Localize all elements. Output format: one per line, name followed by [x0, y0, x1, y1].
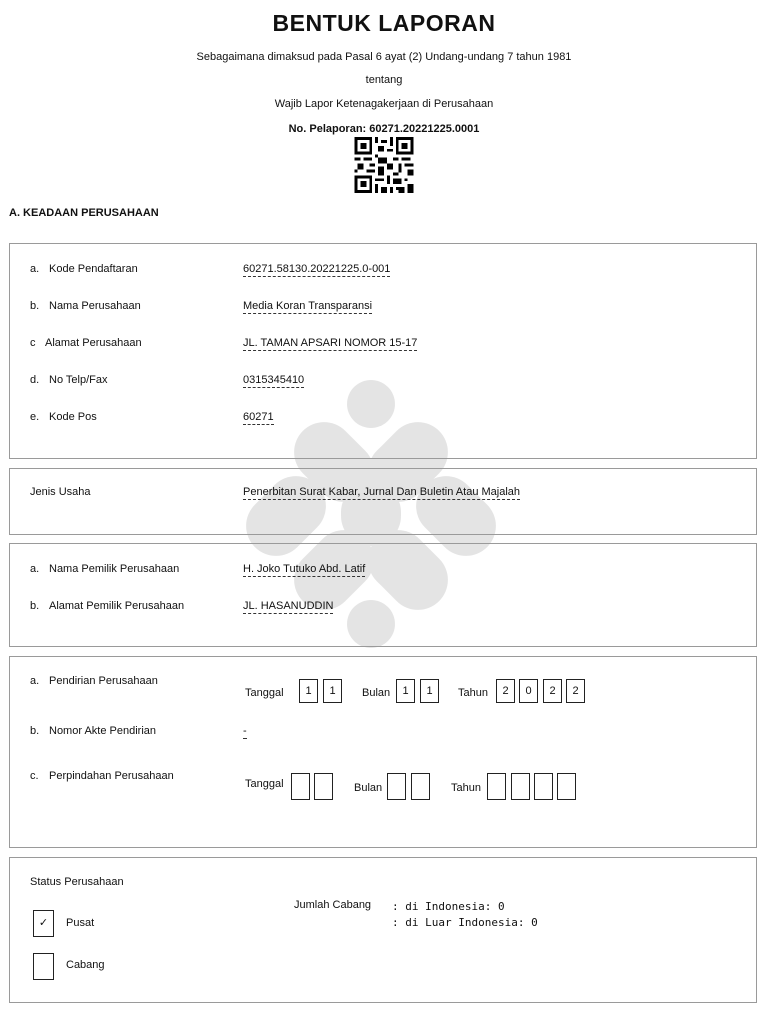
- relocation-year-label: Tahun: [451, 782, 481, 794]
- report-number: No. Pelaporan: 60271.20221225.0001: [288, 123, 480, 135]
- row-prefix: c.: [30, 770, 39, 782]
- relocation-day-digit: [291, 773, 310, 800]
- status-label: Status Perusahaan: [30, 876, 124, 888]
- phone-value: 0315345410: [243, 374, 305, 386]
- owner-address-label: Alamat Pemilik Perusahaan: [49, 600, 185, 612]
- founding-label: Pendirian Perusahaan: [49, 675, 158, 687]
- founding-year-label: Tahun: [458, 687, 488, 699]
- row-prefix: a.: [30, 563, 40, 575]
- founding-day-digit: 1: [299, 679, 318, 703]
- row-prefix: b.: [30, 725, 40, 737]
- business-type-panel: [9, 468, 757, 535]
- relocation-day-label: Tanggal: [245, 778, 284, 790]
- branch-abroad-value: : di Luar Indonesia: 0: [392, 916, 538, 929]
- business-type-value: Penerbitan Surat Kabar, Jurnal Dan Buletin Atau Majalah: [243, 486, 521, 498]
- company-address-value: JL. TAMAN APSARI NOMOR 15-17: [243, 337, 418, 349]
- pusat-label: Pusat: [66, 917, 95, 929]
- row-prefix: d.: [30, 374, 40, 386]
- branch-count-label: Jumlah Cabang: [294, 899, 372, 911]
- owner-name-value: H. Joko Tutuko Abd. Latif: [243, 563, 366, 575]
- relocation-month-label: Bulan: [354, 782, 383, 794]
- row-prefix: a.: [30, 675, 40, 687]
- relocation-year-digit: [487, 773, 506, 800]
- row-prefix: b.: [30, 600, 40, 612]
- row-prefix: b.: [30, 300, 40, 312]
- founding-year-digit: 2: [566, 679, 585, 703]
- regulation-subject: Wajib Lapor Ketenagakerjaan di Perusahaan: [274, 98, 494, 110]
- founding-month-digit: 1: [396, 679, 415, 703]
- owner-panel: [9, 543, 757, 647]
- founding-year-digit: 2: [496, 679, 515, 703]
- branch-indonesia-value: : di Indonesia: 0: [392, 900, 505, 913]
- regulation-reference: Sebagaimana dimaksud pada Pasal 6 ayat (2) Undang-undang 7 tahun 1981: [196, 51, 572, 63]
- founding-day-label: Tanggal: [245, 687, 284, 699]
- business-type-label: Jenis Usaha: [30, 486, 91, 498]
- section-heading: A. KEADAAN PERUSAHAAN: [9, 207, 159, 219]
- company-name-value: Media Koran Transparansi: [243, 300, 373, 312]
- row-prefix: a.: [30, 263, 40, 275]
- relocation-month-digit: [387, 773, 406, 800]
- company-address-label: Alamat Perusahaan: [45, 337, 142, 349]
- relocation-year-digit: [511, 773, 530, 800]
- founding-year-digit: 2: [543, 679, 562, 703]
- relocation-year-digit: [534, 773, 553, 800]
- company-name-label: Nama Perusahaan: [49, 300, 141, 312]
- deed-number-label: Nomor Akte Pendirian: [49, 725, 156, 737]
- cabang-checkbox[interactable]: [33, 953, 54, 980]
- relocation-day-digit: [314, 773, 333, 800]
- registration-code-value: 60271.58130.20221225.0-001: [243, 263, 391, 275]
- deed-number-value: -: [243, 725, 247, 737]
- founding-year-digit: 0: [519, 679, 538, 703]
- registration-code-label: Kode Pendaftaran: [49, 263, 138, 275]
- postal-code-label: Kode Pos: [49, 411, 97, 423]
- cabang-label: Cabang: [66, 959, 105, 971]
- founding-month-label: Bulan: [362, 687, 391, 699]
- page-title: BENTUK LAPORAN: [272, 10, 496, 36]
- regulation-connector: tentang: [365, 74, 403, 86]
- pusat-checkbox[interactable]: ✓: [33, 910, 54, 937]
- relocation-label: Perpindahan Perusahaan: [49, 770, 174, 782]
- owner-name-label: Nama Pemilik Perusahaan: [49, 563, 180, 575]
- phone-label: No Telp/Fax: [49, 374, 108, 386]
- relocation-year-digit: [557, 773, 576, 800]
- postal-code-value: 60271: [243, 411, 274, 423]
- qr-code-icon: [354, 137, 414, 193]
- founding-day-digit: 1: [323, 679, 342, 703]
- relocation-month-digit: [411, 773, 430, 800]
- owner-address-value: JL. HASANUDDIN: [243, 600, 334, 612]
- row-prefix: c: [30, 337, 36, 349]
- founding-month-digit: 1: [420, 679, 439, 703]
- row-prefix: e.: [30, 411, 40, 423]
